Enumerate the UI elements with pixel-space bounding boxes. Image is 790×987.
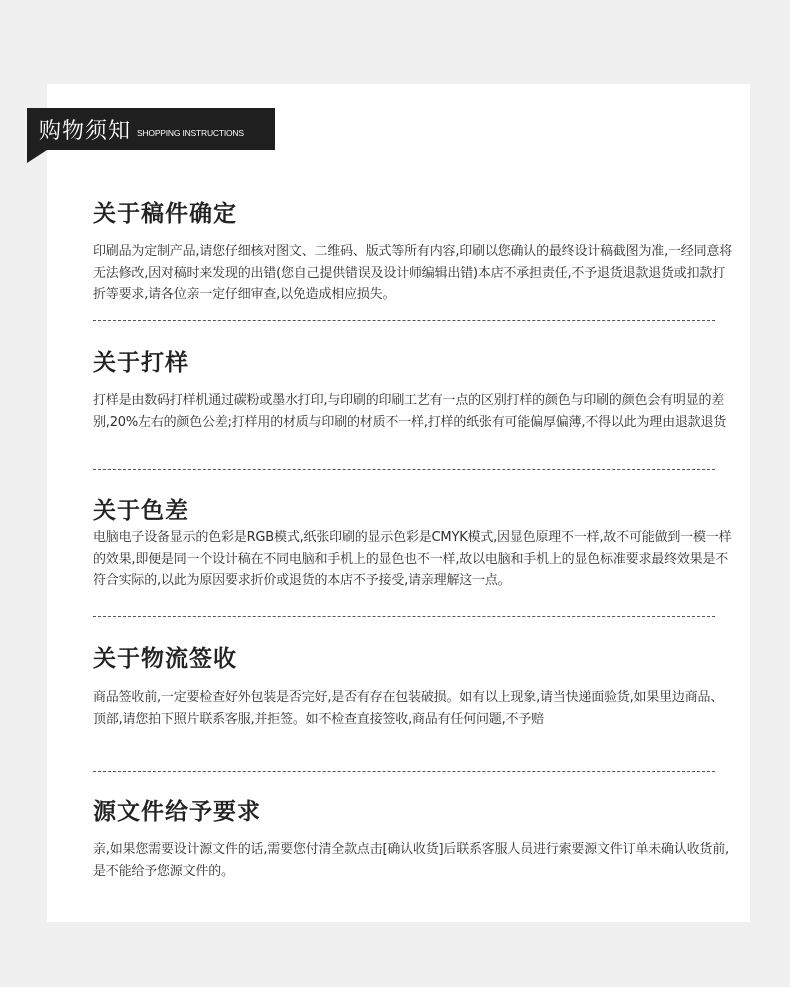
banner-fold xyxy=(27,150,47,163)
section-draft-confirmation xyxy=(93,195,733,306)
section-body: 电脑电子设备显示的色彩是RGB模式,纸张印刷的显示色彩是CMYK模式,因显色原理不一样,故不可能做到一模一样的效果,即便是同一个设计稿在不同电脑和手机上的显色也不一样,故以电脑和手机上的显色标准要求最终效果是不符合实际的,以此为原因要求折价或退货的本店不予接受,请亲理解这一点。 xyxy=(93,530,732,588)
section-body: 亲,如果您需要设计源文件的话,需要您付清全款点击[确认收货]后联系客服人员进行索要源文件订单未确认收货前,是不能给予您源文件的。 xyxy=(93,842,729,879)
divider xyxy=(93,469,715,470)
banner-subtitle: SHOPPING INSTRUCTIONS xyxy=(137,128,244,138)
section-heading: 关于色差 xyxy=(93,498,189,524)
section-body: 打样是由数码打样机通过碳粉或墨水打印,与印刷的印刷工艺有一点的区别打样的颜色与印刷的颜色会有明显的差别,20%左右的颜色公差;打样用的材质与印刷的材质不一样,打样的纸张有可能偏厚偏薄,不得以此为理由退款退货 xyxy=(93,393,727,430)
divider xyxy=(93,320,715,321)
section-color-difference xyxy=(93,492,733,592)
banner-title: 购物须知 xyxy=(39,118,132,144)
section-heading: 关于打样 xyxy=(93,350,189,376)
divider xyxy=(93,616,715,617)
section-logistics-receipt xyxy=(93,640,733,730)
section-proofing xyxy=(93,344,733,433)
section-body: 商品签收前,一定要检查好外包装是否完好,是否有存在包装破损。如有以上现象,请当快递面验货,如果里边商品、顶部,请您拍下照片联系客服,并拒签。如不检查直接签收,商品有任何问题,不予赔 xyxy=(93,690,724,727)
section-source-files xyxy=(93,793,733,882)
section-heading: 关于稿件确定 xyxy=(93,201,237,227)
section-body: 印刷品为定制产品,请您仔细核对图文、二维码、版式等所有内容,印刷以您确认的最终设计稿截图为准,一经同意将无法修改,因对稿时来发现的出错(您自己提供错误及设计师编辑出错)本店不承担责任,不予退货退款退货或扣款打折等要求,请各位亲一定仔细审查,以免造成相应损失。 xyxy=(93,244,732,302)
divider xyxy=(93,771,715,772)
section-heading: 源文件给予要求 xyxy=(93,799,261,825)
section-heading: 关于物流签收 xyxy=(93,646,237,672)
shopping-instructions-banner xyxy=(27,108,275,150)
